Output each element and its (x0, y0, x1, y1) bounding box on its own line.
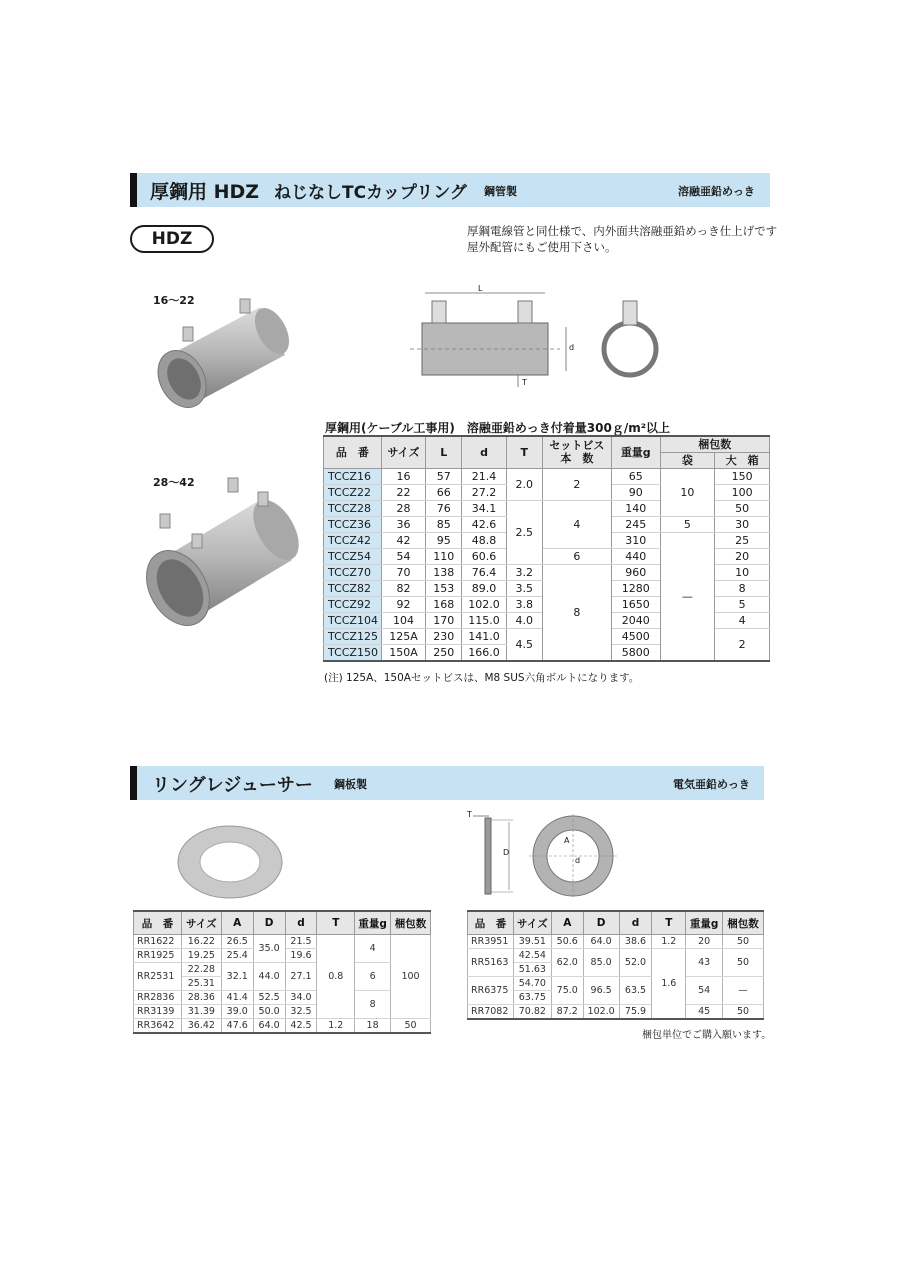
size: 36.42 (181, 1019, 221, 1034)
weight: 4 (355, 935, 391, 963)
section2-note: 梱包単位でご購入願います。 (642, 1030, 772, 1041)
header-part: 品 番 (324, 436, 382, 468)
A-value: 62.0 (551, 949, 583, 977)
d-value: 60.6 (462, 548, 506, 564)
d-value: 48.8 (462, 532, 506, 548)
d-value: 42.5 (285, 1019, 317, 1034)
part-number: TCCZ125 (324, 628, 382, 644)
pack-count: 50 (723, 949, 764, 977)
size: 31.39 (181, 1005, 221, 1019)
part-number: RR1925 (134, 949, 182, 963)
header-L: L (426, 436, 462, 468)
d-value: 21.4 (462, 468, 506, 484)
L-value: 76 (426, 500, 462, 516)
D-value: 102.0 (583, 1005, 619, 1020)
coupling-dimension-drawing (400, 283, 680, 393)
T-value: 0.8 (317, 935, 355, 1019)
box-count: 50 (715, 500, 770, 516)
pack-count: 100 (391, 935, 431, 1019)
weight: 20 (686, 935, 723, 949)
d-value: 76.4 (462, 564, 506, 580)
D-value: 44.0 (253, 963, 285, 991)
header-d: d (619, 911, 652, 935)
L-value: 138 (426, 564, 462, 580)
size: 63.75 (513, 991, 551, 1005)
part-number: TCCZ150 (324, 644, 382, 661)
part-number: RR3951 (468, 935, 514, 949)
d-value: 32.5 (285, 1005, 317, 1019)
section1-finish: 溶融亜鉛めっき (678, 185, 755, 198)
size: 70 (381, 564, 425, 580)
T-value: 2.0 (506, 468, 542, 500)
size: 104 (381, 612, 425, 628)
d-value: 52.0 (619, 949, 652, 977)
size: 42.54 (513, 949, 551, 963)
section1-title: 厚鋼用 HDZ (150, 181, 260, 203)
part-number: TCCZ36 (324, 516, 382, 532)
T-value: 1.2 (317, 1019, 355, 1034)
header-weight: 重量g (355, 911, 391, 935)
part-number: RR2531 (134, 963, 182, 991)
L-value: 66 (426, 484, 462, 500)
size: 150A (381, 644, 425, 661)
size: 28 (381, 500, 425, 516)
header-d: d (285, 911, 317, 935)
header-weight: 重量g (686, 911, 723, 935)
A-value: 50.6 (551, 935, 583, 949)
table-row (468, 977, 764, 991)
coupling-photo-small (140, 285, 290, 415)
A-value: 26.5 (221, 935, 253, 949)
part-number: RR2836 (134, 991, 182, 1005)
dim-label-d2: d (575, 856, 581, 865)
d-value: 19.6 (285, 949, 317, 963)
table-row (468, 935, 764, 949)
A-value: 47.6 (221, 1019, 253, 1034)
D-value: 50.0 (253, 1005, 285, 1019)
part-number: TCCZ92 (324, 596, 382, 612)
A-value: 25.4 (221, 949, 253, 963)
ring-reducer-drawing (465, 808, 625, 898)
main-table-caption: 厚鋼用(ケーブル工事用) 溶融亜鉛めっき付着量300ｇ/m²以上 (325, 421, 670, 435)
A-value: 41.4 (221, 991, 253, 1005)
T-value: 4.5 (506, 628, 542, 661)
section1-material: 鋼管製 (484, 185, 517, 198)
box-count: 4 (715, 612, 770, 628)
part-number: TCCZ42 (324, 532, 382, 548)
size: 42 (381, 532, 425, 548)
d-value: 115.0 (462, 612, 506, 628)
T-value: 3.8 (506, 596, 542, 612)
coupling-spec-table (323, 435, 770, 662)
size: 36 (381, 516, 425, 532)
weight: 310 (612, 532, 661, 548)
part-number: RR3139 (134, 1005, 182, 1019)
weight: 5800 (612, 644, 661, 661)
D-value: 64.0 (583, 935, 619, 949)
A-value: 87.2 (551, 1005, 583, 1020)
table-row (468, 949, 764, 963)
screw-count: 2 (542, 468, 611, 500)
d-value: 166.0 (462, 644, 506, 661)
weight: 1280 (612, 580, 661, 596)
weight: 440 (612, 548, 661, 564)
A-value: 75.0 (551, 977, 583, 1005)
part-number: TCCZ54 (324, 548, 382, 564)
dim-label-T: T (467, 810, 472, 819)
header-d: d (462, 436, 506, 468)
photo-label-large: 28〜42 (153, 476, 195, 489)
part-number: TCCZ70 (324, 564, 382, 580)
header-bag: 袋 (660, 452, 715, 468)
weight: 54 (686, 977, 723, 1005)
section2-material: 鋼板製 (334, 778, 367, 791)
header-part: 品 番 (134, 911, 182, 935)
pack-count: 50 (723, 935, 764, 949)
section1-note: (注) 125A、150Aセットビスは、M8 SUS六角ボルトになります。 (324, 672, 640, 684)
dim-label-d: d (569, 343, 575, 352)
photo-label-small: 16〜22 (153, 294, 195, 307)
section2-finish: 電気亜鉛めっき (673, 778, 750, 791)
header-part: 品 番 (468, 911, 514, 935)
D-value: 96.5 (583, 977, 619, 1005)
weight: 140 (612, 500, 661, 516)
A-value: 39.0 (221, 1005, 253, 1019)
title-marker (130, 766, 137, 800)
pack-count: 50 (723, 1005, 764, 1020)
d-value: 34.1 (462, 500, 506, 516)
ring-reducer-table-right (467, 910, 764, 1020)
header-A: A (551, 911, 583, 935)
d-value: 102.0 (462, 596, 506, 612)
header-D: D (253, 911, 285, 935)
weight: 6 (355, 963, 391, 991)
size: 25.31 (181, 977, 221, 991)
weight: 18 (355, 1019, 391, 1034)
screw-count: 8 (542, 564, 611, 661)
size: 39.51 (513, 935, 551, 949)
part-number: TCCZ16 (324, 468, 382, 484)
header-screws: セットビス 本 数 (542, 436, 611, 468)
part-number: TCCZ82 (324, 580, 382, 596)
section1-description-line2: 屋外配管にもご使用下さい。 (467, 240, 617, 254)
header-size: サイズ (181, 911, 221, 935)
weight: 960 (612, 564, 661, 580)
header-T: T (506, 436, 542, 468)
L-value: 95 (426, 532, 462, 548)
header-weight: 重量g (612, 436, 661, 468)
header-packing: 梱包数 (391, 911, 431, 935)
T-value: 2.5 (506, 500, 542, 564)
A-value: 32.1 (221, 963, 253, 991)
size: 16 (381, 468, 425, 484)
L-value: 153 (426, 580, 462, 596)
L-value: 230 (426, 628, 462, 644)
section1-title-band (130, 173, 770, 207)
size: 51.63 (513, 963, 551, 977)
d-value: 141.0 (462, 628, 506, 644)
d-value: 27.2 (462, 484, 506, 500)
table-row (134, 935, 431, 949)
size: 19.25 (181, 949, 221, 963)
box-count: 150 (715, 468, 770, 484)
section2-title: リングレジューサー (152, 775, 313, 796)
bag-count: — (660, 532, 715, 661)
size: 28.36 (181, 991, 221, 1005)
size: 22.28 (181, 963, 221, 977)
header-packing: 梱包数 (723, 911, 764, 935)
weight: 4500 (612, 628, 661, 644)
size: 125A (381, 628, 425, 644)
section2-title-band (130, 766, 764, 800)
header-A: A (221, 911, 253, 935)
size: 92 (381, 596, 425, 612)
section1-subtitle: ねじなしTCカップリング (274, 183, 467, 203)
size: 70.82 (513, 1005, 551, 1020)
d-value: 27.1 (285, 963, 317, 991)
header-D: D (583, 911, 619, 935)
box-count: 5 (715, 596, 770, 612)
D-value: 64.0 (253, 1019, 285, 1034)
ring-reducer-table-left (133, 910, 431, 1034)
d-value: 89.0 (462, 580, 506, 596)
header-packing: 梱包数 (660, 436, 769, 452)
dim-label-A: A (564, 836, 570, 845)
section1-description-line1: 厚鋼電線管と同仕様で、内外面共溶融亜鉛めっき仕上げです (467, 224, 778, 238)
d-value: 34.0 (285, 991, 317, 1005)
d-value: 63.5 (619, 977, 652, 1005)
box-count: 8 (715, 580, 770, 596)
T-value: 3.5 (506, 580, 542, 596)
T-value: 1.6 (652, 949, 686, 1020)
table-row (134, 1019, 431, 1034)
table-row (134, 991, 431, 1005)
part-number: RR7082 (468, 1005, 514, 1020)
part-number: TCCZ22 (324, 484, 382, 500)
box-count: 25 (715, 532, 770, 548)
screw-count: 6 (542, 548, 611, 564)
table-row (468, 1005, 764, 1020)
L-value: 85 (426, 516, 462, 532)
table-row (324, 468, 770, 484)
part-number: TCCZ28 (324, 500, 382, 516)
part-number: RR5163 (468, 949, 514, 977)
box-count: 30 (715, 516, 770, 532)
part-number: RR3642 (134, 1019, 182, 1034)
box-count: 2 (715, 628, 770, 661)
L-value: 170 (426, 612, 462, 628)
header-size: サイズ (381, 436, 425, 468)
dim-label-D: D (503, 848, 510, 857)
T-value: 3.2 (506, 564, 542, 580)
d-value: 21.5 (285, 935, 317, 949)
L-value: 57 (426, 468, 462, 484)
part-number: TCCZ104 (324, 612, 382, 628)
dim-label-L: L (478, 284, 483, 293)
D-value: 52.5 (253, 991, 285, 1005)
D-value: 35.0 (253, 935, 285, 963)
weight: 45 (686, 1005, 723, 1020)
T-value: 4.0 (506, 612, 542, 628)
title-marker (130, 173, 137, 207)
box-count: 10 (715, 564, 770, 580)
weight: 2040 (612, 612, 661, 628)
D-value: 85.0 (583, 949, 619, 977)
pack-count: 50 (391, 1019, 431, 1034)
size: 16.22 (181, 935, 221, 949)
d-value: 75.9 (619, 1005, 652, 1020)
T-value: 1.2 (652, 935, 686, 949)
d-value: 42.6 (462, 516, 506, 532)
coupling-photo-large (130, 470, 300, 630)
size: 82 (381, 580, 425, 596)
L-value: 250 (426, 644, 462, 661)
weight: 245 (612, 516, 661, 532)
ring-reducer-photo (175, 822, 285, 902)
d-value: 38.6 (619, 935, 652, 949)
box-count: 20 (715, 548, 770, 564)
size: 22 (381, 484, 425, 500)
part-number: RR6375 (468, 977, 514, 1005)
header-T: T (652, 911, 686, 935)
table-row (134, 963, 431, 977)
size: 54 (381, 548, 425, 564)
header-T: T (317, 911, 355, 935)
weight: 8 (355, 991, 391, 1019)
L-value: 110 (426, 548, 462, 564)
screw-count: 4 (542, 500, 611, 548)
weight: 1650 (612, 596, 661, 612)
hdz-badge: HDZ (130, 225, 214, 253)
weight: 90 (612, 484, 661, 500)
weight: 65 (612, 468, 661, 484)
size: 54.70 (513, 977, 551, 991)
header-size: サイズ (513, 911, 551, 935)
L-value: 168 (426, 596, 462, 612)
header-box: 大 箱 (715, 452, 770, 468)
weight: 43 (686, 949, 723, 977)
dim-label-T: T (522, 378, 527, 387)
part-number: RR1622 (134, 935, 182, 949)
bag-count: 5 (660, 516, 715, 532)
bag-count: 10 (660, 468, 715, 516)
box-count: 100 (715, 484, 770, 500)
pack-count: — (723, 977, 764, 1005)
